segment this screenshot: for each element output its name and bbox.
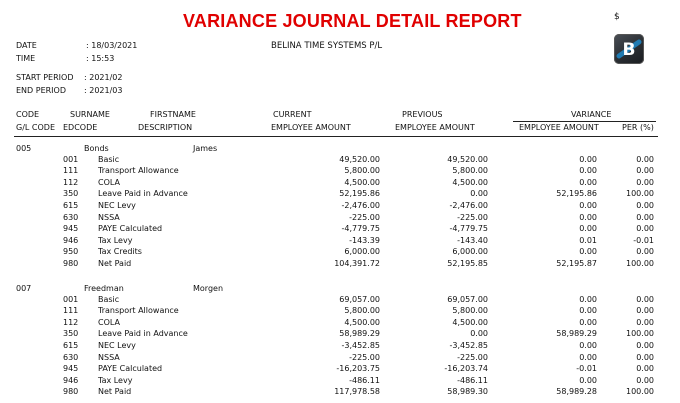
description-cell: Leave Paid in Advance [98, 329, 188, 339]
col-firstname: FIRSTNAME [150, 110, 196, 119]
current-amount-cell: 117,978.58 [334, 387, 380, 397]
description-cell: Basic [98, 294, 120, 304]
company-name: BELINA TIME SYSTEMS P/L [271, 41, 383, 51]
current-amount-cell: 5,800.00 [344, 166, 380, 176]
percent-cell: 0.00 [636, 247, 654, 257]
previous-amount-cell: 69,057.00 [447, 294, 488, 304]
current-amount-cell: 4,500.00 [344, 317, 380, 327]
description-cell: COLA [98, 177, 120, 187]
previous-amount-cell: 0.00 [470, 329, 488, 339]
table-row [0, 212, 680, 223]
current-amount-cell: 52,195.86 [339, 189, 380, 199]
percent-cell: 0.00 [636, 317, 654, 327]
employee-firstname: Morgen [193, 284, 224, 293]
current-amount-cell: -16,203.75 [336, 364, 380, 374]
variance-amount-cell: 0.00 [579, 306, 597, 316]
variance-amount-cell: 0.00 [579, 247, 597, 257]
employee-header [0, 283, 680, 294]
current-amount-cell: 49,520.00 [339, 154, 380, 164]
table-row [0, 305, 680, 316]
col-variance: VARIANCE [571, 110, 612, 119]
start-period-label: START PERIOD [16, 73, 74, 82]
percent-cell: 100.00 [626, 189, 654, 199]
variance-amount-cell: 0.01 [579, 235, 597, 245]
previous-amount-cell: 5,800.00 [452, 166, 488, 176]
description-cell: PAYE Calculated [98, 364, 163, 374]
employee-header [0, 143, 680, 154]
table-row [0, 154, 680, 165]
table-row [0, 246, 680, 257]
table-row [0, 165, 680, 176]
description-cell: NEC Levy [98, 200, 136, 210]
time-value: : 15:53 [86, 54, 115, 63]
previous-amount-cell: 49,520.00 [447, 154, 488, 164]
edcode-cell: 615 [63, 200, 79, 210]
table-row [0, 363, 680, 374]
description-cell: PAYE Calculated [98, 224, 163, 234]
percent-cell: 0.00 [636, 352, 654, 362]
date-value: : 18/03/2021 [86, 41, 138, 50]
variance-amount-cell: 0.00 [579, 200, 597, 210]
logo-letter: B [622, 40, 636, 60]
variance-amount-cell: 0.00 [579, 166, 597, 176]
percent-cell: 0.00 [636, 177, 654, 187]
description-cell: NEC Levy [98, 340, 136, 350]
percent-cell: 0.00 [636, 306, 654, 316]
description-cell: Net Paid [98, 387, 132, 397]
current-amount-cell: -2,476.00 [341, 200, 380, 210]
percent-cell: 100.00 [626, 258, 654, 268]
description-cell: Net Paid [98, 258, 132, 268]
current-amount-cell: -486.11 [349, 375, 380, 385]
table-row [0, 317, 680, 328]
percent-cell: 0.00 [636, 375, 654, 385]
edcode-cell: 946 [63, 235, 79, 245]
variance-amount-cell: 58,989.29 [556, 329, 597, 339]
current-amount-cell: -225.00 [349, 352, 380, 362]
employee-surname: Bonds [84, 144, 109, 153]
current-amount-cell: 69,057.00 [339, 294, 380, 304]
previous-amount-cell: 5,800.00 [452, 306, 488, 316]
variance-rule [513, 121, 656, 122]
percent-cell: 0.00 [636, 166, 654, 176]
variance-amount-cell: 0.00 [579, 154, 597, 164]
previous-amount-cell: 52,195.85 [447, 258, 488, 268]
edcode-cell: 945 [63, 224, 79, 234]
col-variance-amount: EMPLOYEE AMOUNT [519, 123, 599, 132]
col-previous-amount: EMPLOYEE AMOUNT [395, 123, 475, 132]
col-current-amount: EMPLOYEE AMOUNT [271, 123, 351, 132]
edcode-cell: 001 [63, 154, 79, 164]
edcode-cell: 112 [63, 177, 79, 187]
variance-amount-cell: 52,195.86 [556, 189, 597, 199]
table-row [0, 294, 680, 305]
col-description: DESCRIPTION [138, 123, 193, 132]
edcode-cell: 350 [63, 329, 79, 339]
current-amount-cell: 4,500.00 [344, 177, 380, 187]
current-amount-cell: 6,000.00 [344, 247, 380, 257]
variance-amount-cell: 0.00 [579, 317, 597, 327]
percent-cell: 0.00 [636, 200, 654, 210]
time-label: TIME [16, 54, 36, 63]
previous-amount-cell: 0.00 [470, 189, 488, 199]
percent-cell: 0.00 [636, 212, 654, 222]
edcode-cell: 950 [63, 247, 79, 257]
description-cell: Tax Credits [98, 247, 142, 257]
edcode-cell: 630 [63, 352, 79, 362]
start-period-value: : 2021/02 [84, 73, 123, 82]
description-cell: Basic [98, 154, 120, 164]
company-logo [614, 34, 644, 64]
edcode-cell: 112 [63, 317, 79, 327]
table-row [0, 200, 680, 211]
previous-amount-cell: -4,779.75 [449, 224, 488, 234]
percent-cell: -0.01 [633, 235, 654, 245]
previous-amount-cell: 6,000.00 [452, 247, 488, 257]
current-amount-cell: -143.39 [349, 235, 380, 245]
edcode-cell: 980 [63, 387, 79, 397]
col-per: PER (%) [622, 123, 654, 132]
table-row [0, 375, 680, 386]
table-row [0, 386, 680, 397]
previous-amount-cell: -225.00 [457, 212, 488, 222]
header-rule [14, 136, 658, 137]
employee-surname: Freedman [84, 284, 124, 293]
table-row [0, 188, 680, 199]
description-cell: Leave Paid in Advance [98, 189, 188, 199]
col-gl-code: G/L CODE [16, 123, 55, 132]
previous-amount-cell: 58,989.30 [447, 387, 488, 397]
end-period-value: : 2021/03 [84, 86, 123, 95]
employee-code: 007 [16, 284, 32, 293]
previous-amount-cell: -3,452.85 [449, 340, 488, 350]
current-amount-cell: -225.00 [349, 212, 380, 222]
variance-amount-cell: 58,989.28 [556, 387, 597, 397]
current-amount-cell: -3,452.85 [341, 340, 380, 350]
employee-code: 005 [16, 144, 32, 153]
table-row [0, 340, 680, 351]
table-row [0, 258, 680, 269]
description-cell: Tax Levy [98, 235, 133, 245]
date-label: DATE [16, 41, 37, 50]
variance-amount-cell: 0.00 [579, 340, 597, 350]
end-period-label: END PERIOD [16, 86, 66, 95]
description-cell: COLA [98, 317, 120, 327]
employee-firstname: James [193, 144, 218, 153]
variance-amount-cell: -0.01 [576, 364, 597, 374]
col-previous: PREVIOUS [402, 110, 443, 119]
current-amount-cell: 58,989.29 [339, 329, 380, 339]
report-title: VARIANCE JOURNAL DETAIL REPORT [183, 11, 522, 31]
edcode-cell: 111 [63, 166, 79, 176]
edcode-cell: 945 [63, 364, 79, 374]
percent-cell: 0.00 [636, 294, 654, 304]
previous-amount-cell: -16,203.74 [444, 364, 488, 374]
col-edcode: EDCODE [63, 123, 98, 132]
percent-cell: 0.00 [636, 364, 654, 374]
description-cell: NSSA [98, 352, 120, 362]
previous-amount-cell: 4,500.00 [452, 317, 488, 327]
percent-cell: 100.00 [626, 387, 654, 397]
col-code: CODE [16, 110, 40, 119]
percent-cell: 0.00 [636, 154, 654, 164]
table-row [0, 177, 680, 188]
variance-amount-cell: 0.00 [579, 212, 597, 222]
col-current: CURRENT [273, 110, 312, 119]
variance-amount-cell: 0.00 [579, 375, 597, 385]
variance-amount-cell: 0.00 [579, 224, 597, 234]
previous-amount-cell: -2,476.00 [449, 200, 488, 210]
col-surname: SURNAME [70, 110, 110, 119]
edcode-cell: 111 [63, 306, 79, 316]
edcode-cell: 946 [63, 375, 79, 385]
percent-cell: 100.00 [626, 329, 654, 339]
previous-amount-cell: -225.00 [457, 352, 488, 362]
dollar-symbol: $ [614, 12, 620, 22]
percent-cell: 0.00 [636, 224, 654, 234]
table-row [0, 352, 680, 363]
description-cell: Tax Levy [98, 375, 133, 385]
description-cell: NSSA [98, 212, 120, 222]
table-row [0, 328, 680, 339]
edcode-cell: 350 [63, 189, 79, 199]
description-cell: Transport Allowance [98, 166, 179, 176]
percent-cell: 0.00 [636, 340, 654, 350]
current-amount-cell: 104,391.72 [334, 258, 380, 268]
description-cell: Transport Allowance [98, 306, 179, 316]
edcode-cell: 980 [63, 258, 79, 268]
edcode-cell: 001 [63, 294, 79, 304]
previous-amount-cell: -486.11 [457, 375, 488, 385]
previous-amount-cell: 4,500.00 [452, 177, 488, 187]
variance-amount-cell: 52,195.87 [556, 258, 597, 268]
variance-amount-cell: 0.00 [579, 294, 597, 304]
table-row [0, 235, 680, 246]
variance-amount-cell: 0.00 [579, 352, 597, 362]
current-amount-cell: -4,779.75 [341, 224, 380, 234]
variance-amount-cell: 0.00 [579, 177, 597, 187]
logo-b-icon [614, 34, 644, 64]
current-amount-cell: 5,800.00 [344, 306, 380, 316]
edcode-cell: 615 [63, 340, 79, 350]
edcode-cell: 630 [63, 212, 79, 222]
previous-amount-cell: -143.40 [457, 235, 488, 245]
table-row [0, 223, 680, 234]
